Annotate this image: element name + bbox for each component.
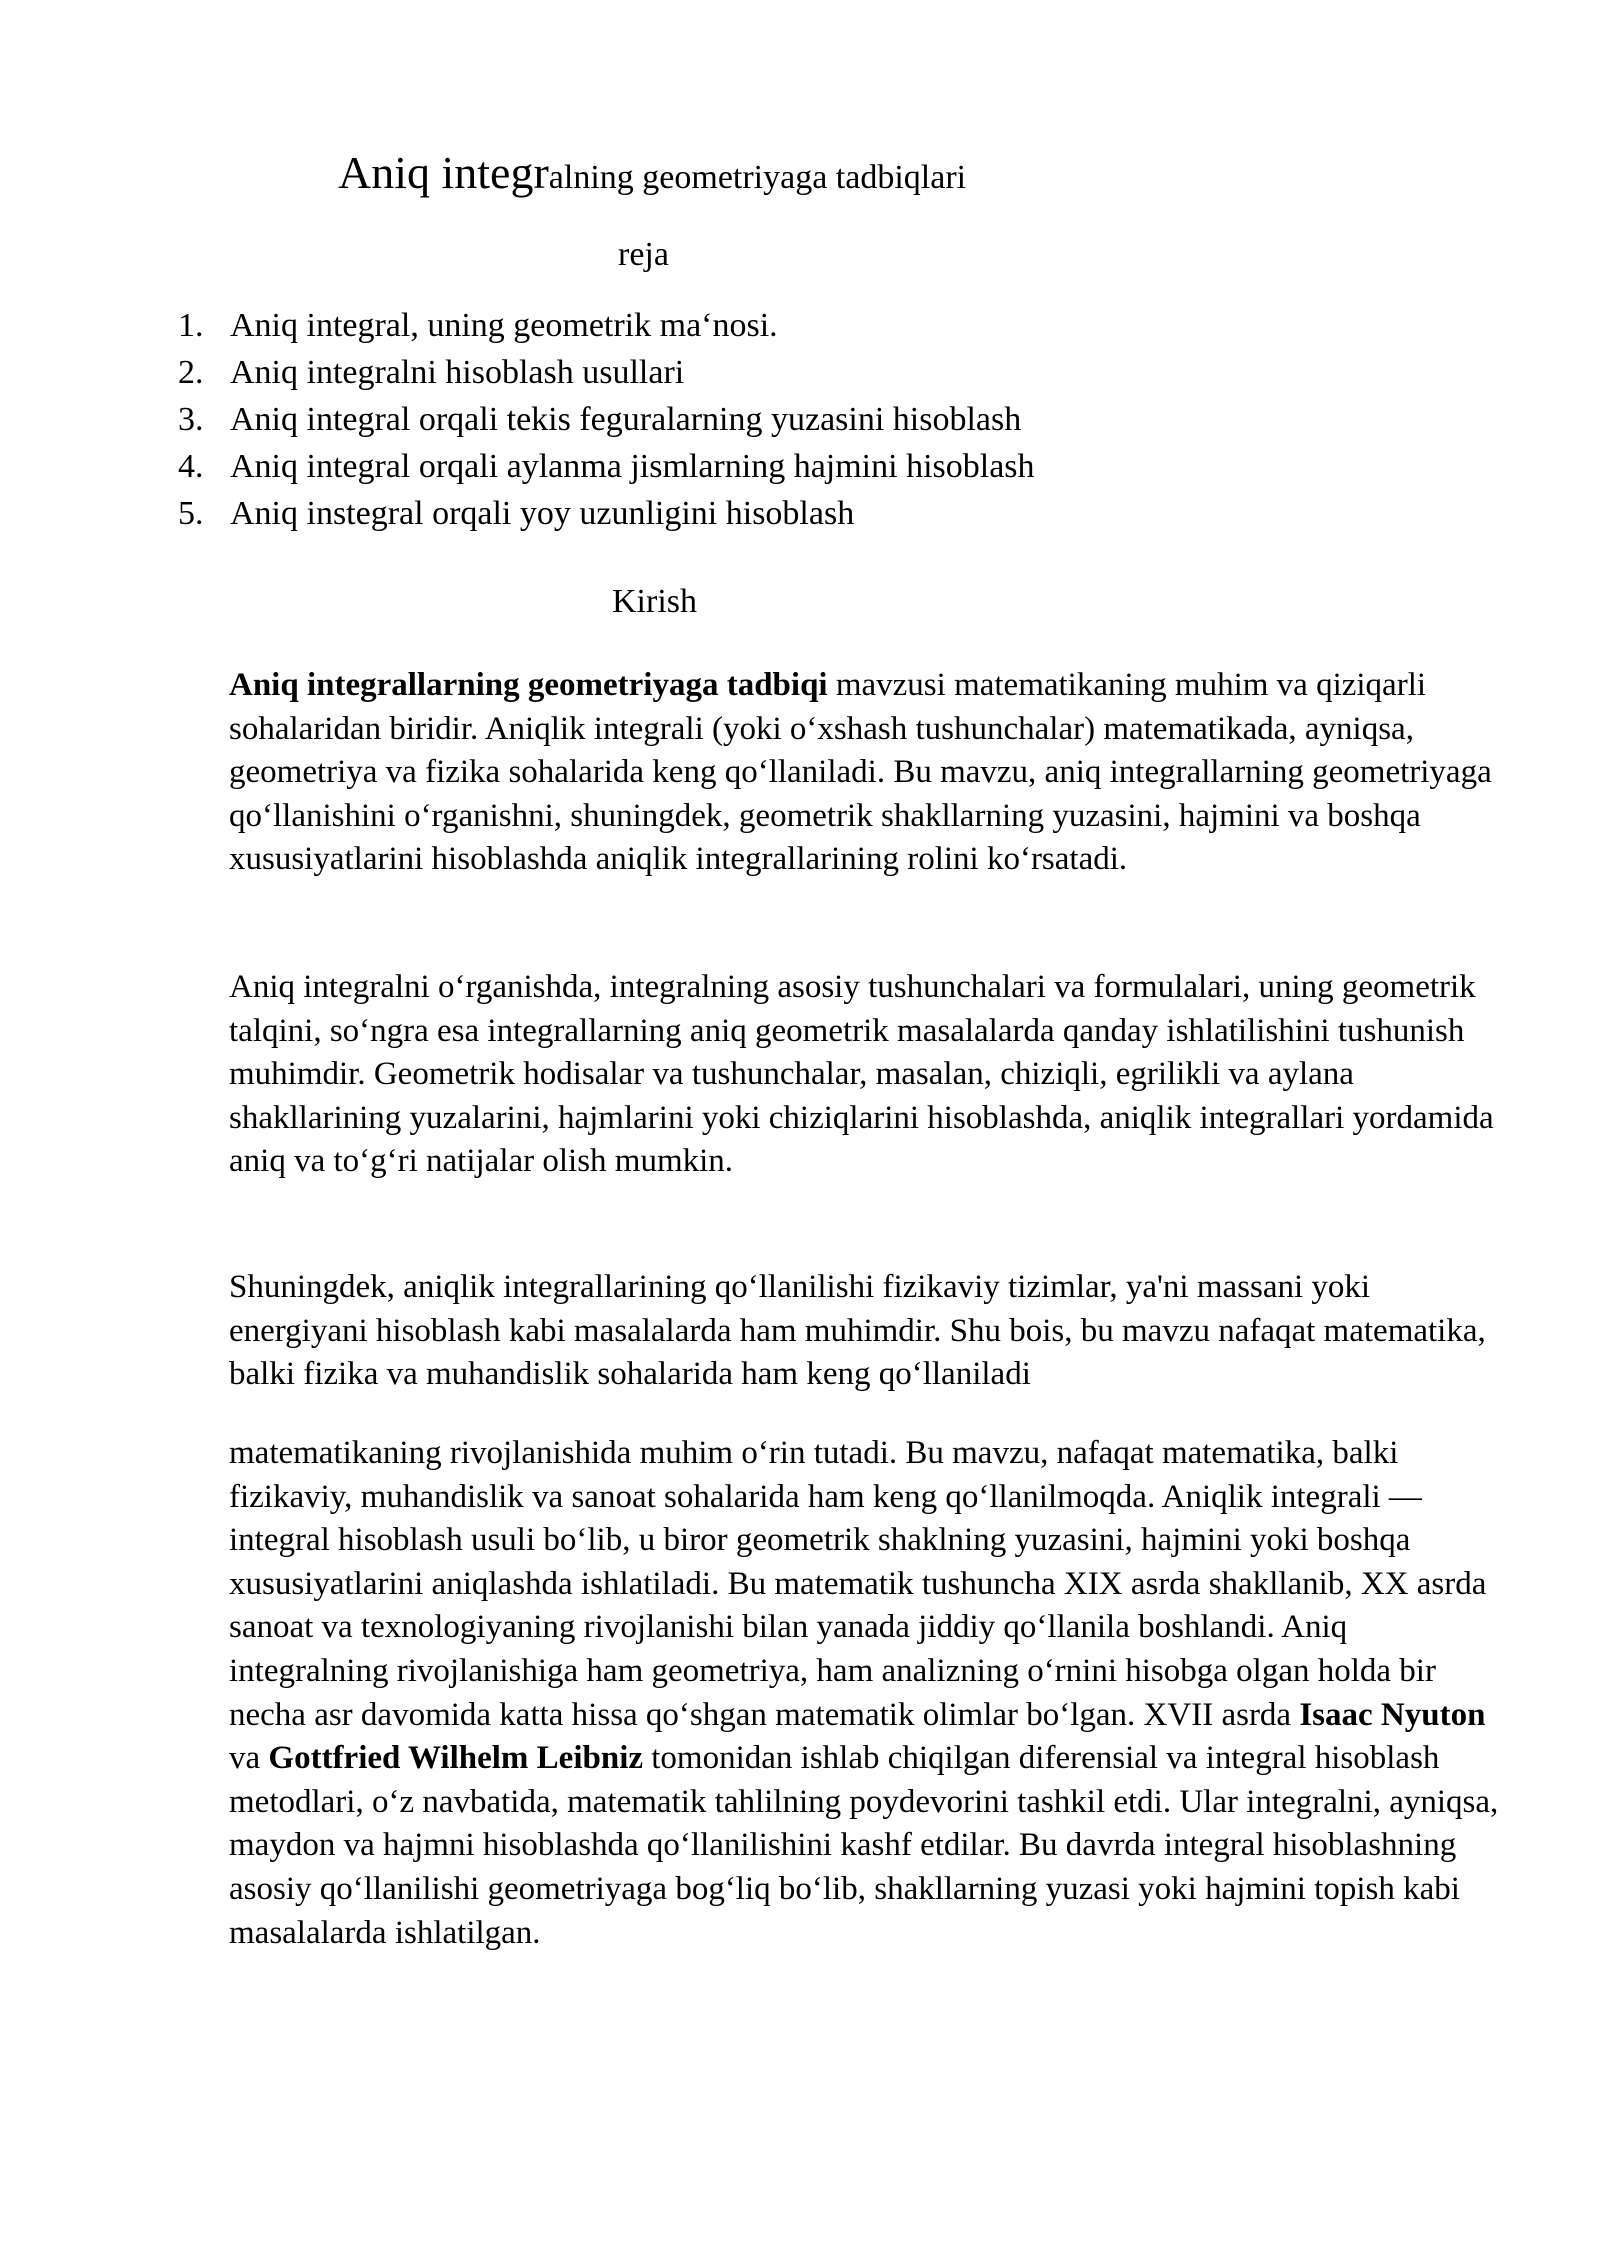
intro-paragraph-4 [229,1432,1499,1955]
intro-heading: Kirish [612,583,697,620]
title-large-part: Aniq integr [338,147,549,198]
title-small-part: alning geometriyaga tadbiqlari [548,159,967,196]
plan-item-text: Aniq integral, uning geometrik maʻnosi. [230,307,778,344]
plan-item [178,302,1035,349]
p1-bold-lead: Aniq integrallarning geometriyaga tadbiqi [229,667,828,703]
plan-item-text: Aniq instegral orqali yoy uzunligini hisoblash [230,495,855,532]
plan-item-text: Aniq integral orqali aylanma jismlarning hajmini hisoblash [230,448,1035,485]
plan-item [178,490,1035,537]
p4-text-3: tomonidan ishlab chiqilgan diferensial va integral hisoblash metodlari, oʻz navbatida, matematik tahlilning poydevorini tashkil etdi. Ular integralni, ayniqsa, maydon va hajmni hisoblashda qoʻllanilishini kashf etdilar. Bu davrda integral hisoblashning asosiy qoʻllanilishi geometriyaga bogʻliq boʻlib, shakllarning yuzasi yoki hajmini topish kabi masalalarda ishlatilgan. [229,1740,1499,1951]
p4-bold-newton: Isaac Nyuton [1299,1696,1486,1733]
p4-bold-leibniz: Gottfried Wilhelm Leibniz [268,1740,644,1777]
plan-item-text: Aniq integral orqali tekis feguralarning yuzasini hisoblash [230,401,1022,438]
intro-paragraph-3: Shuningdek, aniqlik integrallarining qoʻllanilishi fizikaviy tizimlar, ya'ni massani yoki energiyani hisoblash kabi masalalarda ham muhimdir. Shu bois, bu mavzu nafaqat matematika, balki fizika va muhandislik sohalarida ham keng qoʻllaniladi [229,1269,1486,1393]
plan-item [178,443,1035,490]
p4-text-1: matematikaning rivojlanishida muhim oʻrin tutadi. Bu mavzu, nafaqat matematika, balki fizikaviy, muhandislik va sanoat sohalarida ham keng qoʻllanilmoqda. Aniqlik integrali — integral hisoblash usuli boʻlib, u biror geometrik shaklning yuzasini, hajmini yoki boshqa xususiyatlarini aniqlashda ishlatiladi. Bu matematik tushuncha XIX asrda shakllanib, XX asrda sanoat va texnologiyaning rivojlanishi bilan yanada jiddiy qoʻllanila boshlandi. Aniq integralning rivojlanishiga ham geometriya, ham analizning oʻrnini hisobga olgan holda bir necha asr davomida katta hissa qoʻshgan matematik olimlar boʻlgan. XVII asrda [229,1435,1487,1733]
plan-heading: reja [618,236,669,273]
plan-item [178,349,1035,396]
p1-text: mavzusi matematikaning muhim va qiziqarli sohalaridan biridir. Aniqlik integrali (yoki oʻxshash tushunchalar) matematikada, ayniqsa, geometriya va fizika sohalarida keng qoʻllaniladi. Bu mavzu, aniq integrallarning geometriyaga qoʻllanishini oʻrganishni, shuningdek, geometrik shakllarning yuzasini, hajmini va boshqa xususiyatlarini hisoblashda aniqlik integrallarining rolini koʻrsatadi. [229,667,1492,878]
plan-item-number: 3. [178,401,204,438]
intro-paragraph-1 [229,664,1499,882]
plan-item-number: 4. [178,448,204,485]
plan-item-number: 2. [178,354,204,391]
p4-text-2: va [229,1740,269,1777]
plan-item-number: 5. [178,495,204,532]
plan-item-number: 1. [178,307,204,344]
intro-paragraph-2: Aniq integralni oʻrganishda, integralning asosiy tushunchalari va formulalari, uning geometrik talqini, soʻngra esa integrallarning aniq geometrik masalalarda qanday ishlatilishini tushunish muhimdir. Geometrik hodisalar va tushunchalar, masalan, chiziqli, egrilikli va aylana shakllarining yuzalarini, hajmlarini yoki chiziqlarini hisoblashda, aniqlik integrallari yordamida aniq va toʻgʻri natijalar olish mumkin. [229,969,1494,1180]
plan-list [178,302,1035,537]
plan-item-text: Aniq integralni hisoblash usullari [230,354,685,391]
document-title [338,147,967,198]
plan-item [178,396,1035,443]
